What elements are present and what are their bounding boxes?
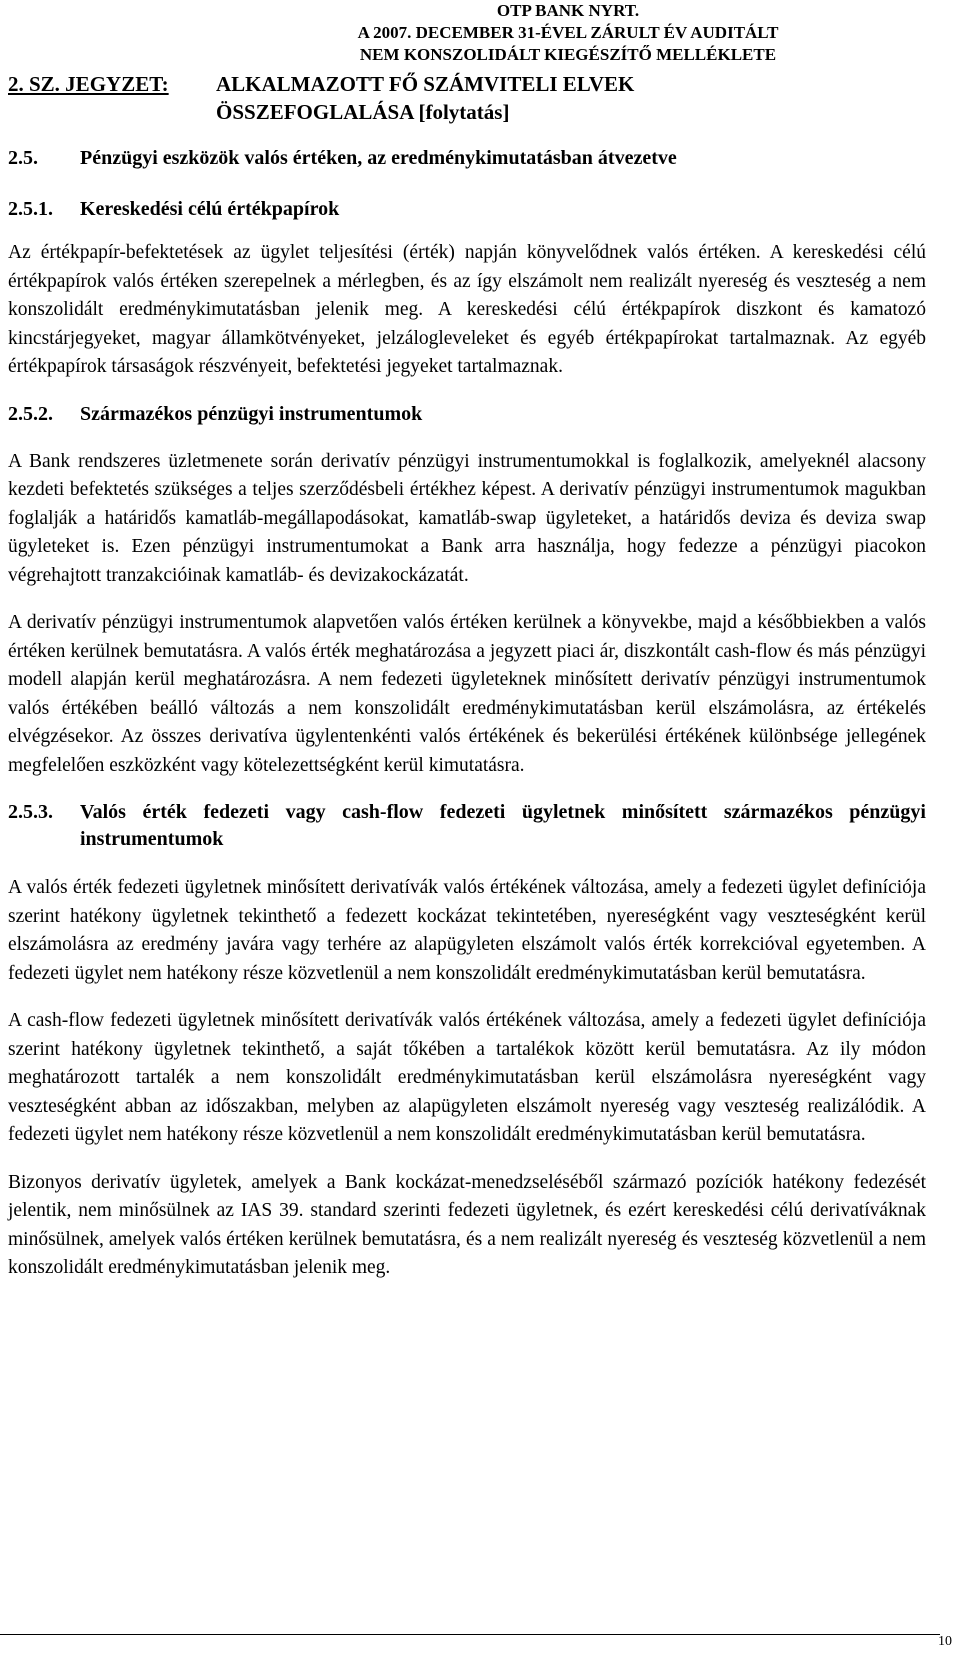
section-number: 2.5.3. (8, 801, 53, 823)
note-heading (216, 70, 926, 126)
note-number: 2. SZ. JEGYZET: (8, 72, 169, 96)
paragraph: Bizonyos derivatív ügyletek, amelyek a Bank kockázat-menedzseléséből származó pozíciók hatékony fedezését jelentik, nem minősülnek az IAS 39. standard szerinti fedezeti ügyletnek, és ezért kereskedési célú derivatíváknak minősülnek, amelyek valós értéken kerülnek bemutatásra, és a nem realizált nyereség és veszteség közvetlenül a nem konszolidált eredménykimutatásban jelenik meg. (8, 1171, 926, 1278)
note-heading-line-1: ALKALMAZOTT FŐ SZÁMVITELI ELVEK (216, 72, 635, 96)
section-title: Valós érték fedezeti vagy cash-flow fedezeti ügyletnek minősített származékos pénzügyi instrumentumok (80, 801, 926, 850)
document-page (8, 0, 926, 1283)
paragraph: A cash-flow fedezeti ügyletnek minősített derivatívák valós értékének változása, amely a fedezeti ügylet definíciója szerint hatékony ügyletnek tekinthető, a saját tőkében a tartalékok között kerül bemutatásra. Az ily módon meghatározott tartalék a nem konszolidált eredménykimutatásban kerül elszámolásra nyereségként vagy veszteségként abban az időszakban, melyben az alapügyleten elszámolt nyereség vagy veszteség realizálódik. A fedezeti ügylet nem hatékony része közvetlenül a nem konszolidált eredménykimutatásban kerül bemutatásra. (8, 1010, 926, 1145)
paragraph: A Bank rendszeres üzletmenete során derivatív pénzügyi instrumentumokkal is foglalkozik, amelyeknél alacsony kezdeti befektetés szükséges a teljes szerződésbeli értékhez képest. A derivatív pénzügyi instrumentumok magukban foglalják a határidős kamatláb-megállapodásokat, kamatláb-swap ügyleteket, a határidős deviza és deviza swap ügyleteket is. Ezen pénzügyi instrumentumokat a Bank arra használja, hogy fedezze a pénzügyi piacokon végrehajtott tranzakcióinak kamatláb- és devizakockázatát. (8, 450, 926, 586)
note-heading-line-2: ÖSSZEFOGLALÁSA [folytatás] (216, 100, 510, 124)
document-header (278, 0, 858, 66)
section-title: Pénzügyi eszközök valós értéken, az eredménykimutatásban átvezetve (80, 147, 677, 169)
section-number: 2.5. (8, 147, 38, 169)
page-number: 10 (938, 1634, 952, 1649)
footer-divider (0, 1634, 940, 1635)
section-title: Származékos pénzügyi instrumentumok (80, 402, 423, 425)
section-number: 2.5.1. (8, 198, 53, 220)
company-name: OTP BANK NYRT. (496, 1, 640, 20)
section-2-5-2-heading (8, 401, 926, 428)
section-2-5-1-heading (8, 196, 926, 223)
header-line-3: NEM KONSZOLIDÁLT KIEGÉSZÍTŐ MELLÉKLETE (359, 45, 777, 64)
header-line-2: A 2007. DECEMBER 31-ÉVEL ZÁRULT ÉV AUDITÁLT (357, 23, 779, 42)
section-number: 2.5.2. (8, 402, 53, 425)
section-2-5-heading (8, 145, 926, 172)
note-title (8, 70, 926, 126)
section-2-5-3-heading (8, 799, 926, 853)
paragraph: Az értékpapír-befektetések az ügylet teljesítési (érték) napján könyvelődnek valós értéken. A kereskedési célú értékpapírok valós értéken szerepelnek a mérlegben, és az így elszámolt nem realizált nyereség és veszteség a nem konszolidált eredménykimutatásban jelenik meg. A kereskedési célú értékpapírok diszkont és kamatozó kincstárjegyeket, magyar államkötvényeket, jelzálogleveleket és egyéb értékpapírokat tartalmaznak. Az egyéb értékpapírok társaságok részvényeit, befektetési jegyeket tartalmaznak. (8, 242, 926, 377)
section-title: Kereskedési célú értékpapírok (80, 198, 340, 220)
paragraph: A derivatív pénzügyi instrumentumok alapvetően valós értéken kerülnek a könyvekbe, majd a későbbiekben a valós értéken kerülnek bemutatásra. A valós érték meghatározása a jegyzett piaci ár, diszkontált cash-flow és más pénzügyi modell alapján kerül meghatározásra. A nem fedezeti ügyleteknek minősített derivatív pénzügyi instrumentumok valós értékében beálló változás a nem konszolidált eredménykimutatásban kerül elszámolásra, az értékelés elvégzésekor. Az összes derivatíva ügylentenkénti valós értékének és bekerülési értékének különbsége jellegének megfelelően eszközként vagy kötelezettségként kerül kimutatásra. (8, 612, 926, 776)
paragraph: A valós érték fedezeti ügyletnek minősített derivatívák valós értékének változása, amely a fedezeti ügylet definíciója szerint hatékony ügyletnek tekinthető a fedezett kockázat tekintetében, nyereségként vagy veszteségként kerül elszámolásra az eredmény javára vagy terhére az alapügyleten elszámolt valós érték korrekcióval egyetemben. A fedezeti ügylet nem hatékony része közvetlenül a nem konszolidált eredménykimutatásban kerül bemutatásra. (8, 877, 926, 984)
